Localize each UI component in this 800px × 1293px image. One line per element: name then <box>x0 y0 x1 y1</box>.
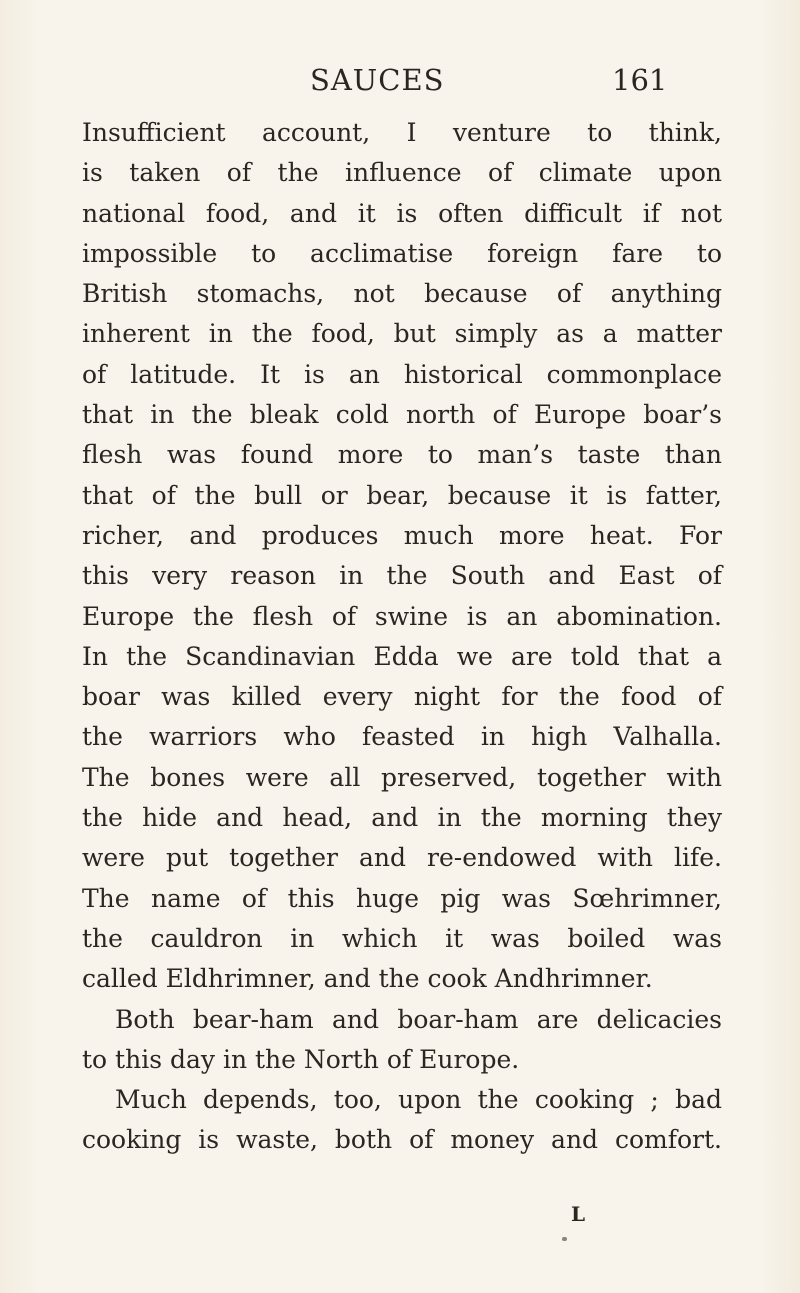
text-line: the warriors who feasted in high Valhalla. <box>82 722 722 752</box>
text-line: the cauldron in which it was boiled was <box>82 923 722 953</box>
text-line: British stomachs, not because of anything <box>82 279 722 309</box>
text-line: national food, and it is often difficult if not <box>82 198 722 228</box>
text-line: the hide and head, and in the morning they <box>82 803 722 833</box>
text-line: richer, and produces much more heat. For <box>82 520 722 550</box>
text-line: cooking is waste, both of money and comfort. <box>82 1125 722 1155</box>
page-number: 161 <box>612 63 668 97</box>
text-line: called Eldhrimner, and the cook Andhrimner. <box>82 964 653 994</box>
signature-mark: L <box>571 1202 586 1226</box>
text-line: Much depends, too, upon the cooking ; bad <box>115 1085 722 1115</box>
text-line: that of the bull or bear, because it is fatter, <box>82 480 722 510</box>
text-line: Both bear-ham and boar-ham are delicacies <box>115 1004 722 1034</box>
text-line: to this day in the North of Europe. <box>82 1044 520 1074</box>
text-line: were put together and re-endowed with life. <box>82 843 722 873</box>
paper-speck <box>562 1237 567 1241</box>
running-head <box>0 60 800 100</box>
running-title: SAUCES <box>310 63 445 97</box>
text-line: boar was killed every night for the food of <box>82 682 722 712</box>
text-line: The bones were all preserved, together with <box>82 762 722 792</box>
body-text <box>82 113 722 1161</box>
text-line: inherent in the food, but simply as a matter <box>82 319 722 349</box>
text-line: that in the bleak cold north of Europe boar’s <box>82 400 722 430</box>
text-line: Europe the flesh of swine is an abomination. <box>82 601 722 631</box>
text-line: this very reason in the South and East of <box>82 561 722 591</box>
text-line: The name of this huge pig was Sœhrimner, <box>82 883 722 913</box>
text-line: impossible to acclimatise foreign fare to <box>82 238 722 268</box>
text-line: In the Scandinavian Edda we are told that a <box>82 641 722 671</box>
text-line: Insufficient account, I venture to think, <box>82 118 722 147</box>
text-line: flesh was found more to man’s taste than <box>82 440 722 470</box>
text-line: of latitude. It is an historical commonplace <box>82 359 722 389</box>
text-line: is taken of the influence of climate upon <box>82 158 722 188</box>
